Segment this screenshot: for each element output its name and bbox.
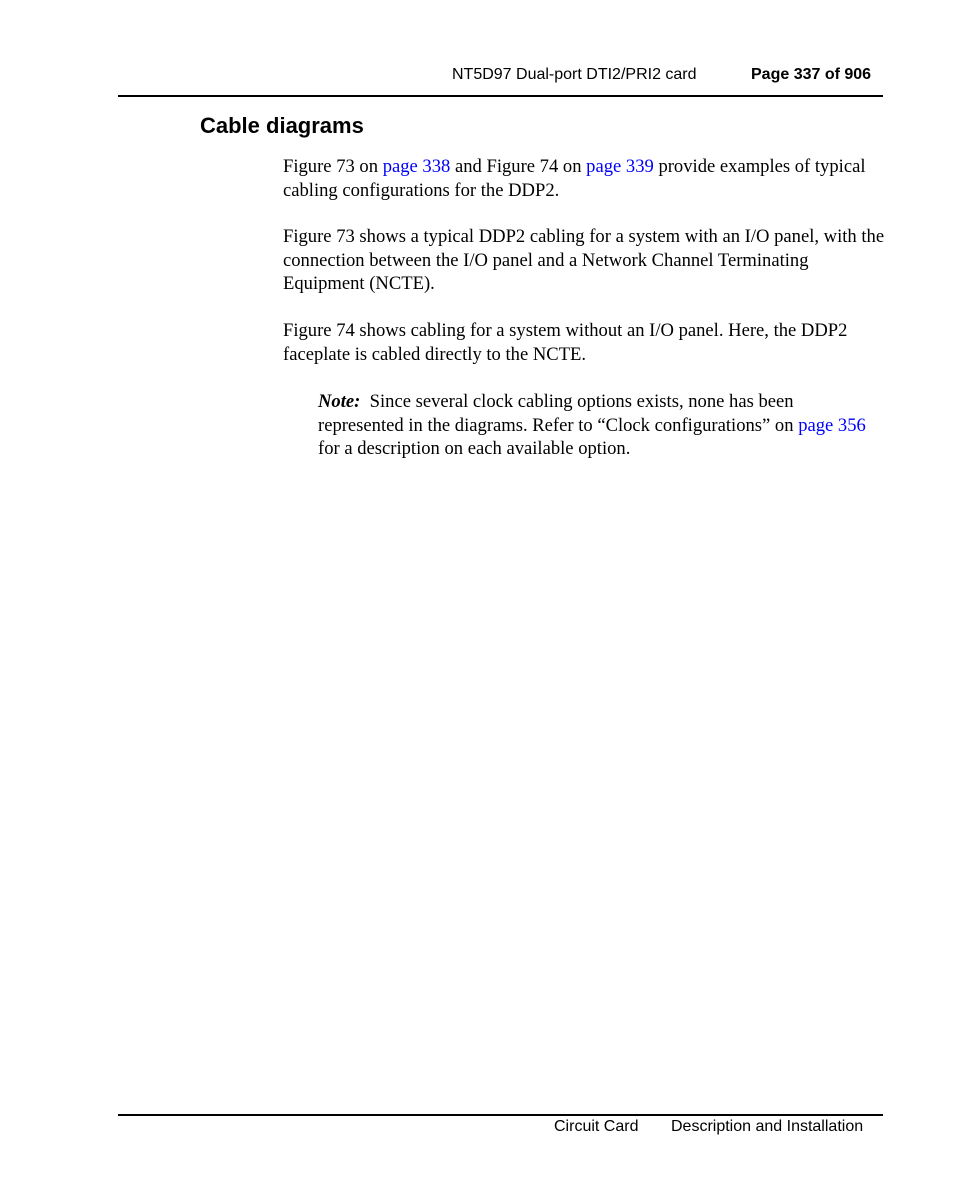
header-document-title: NT5D97 Dual-port DTI2/PRI2 card [452, 66, 697, 83]
paragraph-figure-73: Figure 73 shows a typical DDP2 cabling for a system with an I/O panel, with the connection between the I/O panel and a Network Channel Terminating Equipment (NCTE). [283, 226, 885, 294]
note-text: Since several clock cabling options exists, none has been represented in the diagrams. Refer to “Clock configurations” on [318, 391, 799, 436]
note-block [318, 390, 878, 461]
section-heading: Cable diagrams [200, 113, 364, 138]
footer-book-subtitle: Description and Installation [671, 1118, 864, 1135]
paragraph-text: Figure 73 on [283, 156, 383, 177]
paragraph-figure-74: Figure 74 shows cabling for a system without an I/O panel. Here, the DDP2 faceplate is cabled directly to the NCTE. [283, 320, 848, 365]
paragraph-figure-references [283, 155, 893, 202]
page-338-link[interactable]: page 338 [382, 156, 451, 177]
header-divider [118, 95, 883, 97]
paragraph-text: provide examples of typical cabling configurations for the DDP2. [283, 156, 866, 201]
page-339-link[interactable]: page 339 [586, 156, 654, 177]
note-label: Note: [318, 391, 361, 412]
footer-divider [118, 1114, 883, 1116]
paragraph-text: and Figure 74 on [450, 156, 587, 177]
header-page-number: Page 337 of 906 [751, 66, 872, 83]
note-text: for a description on each available option. [318, 438, 631, 459]
footer-book-title: Circuit Card [554, 1118, 639, 1135]
page-356-link[interactable]: page 356 [798, 414, 866, 436]
